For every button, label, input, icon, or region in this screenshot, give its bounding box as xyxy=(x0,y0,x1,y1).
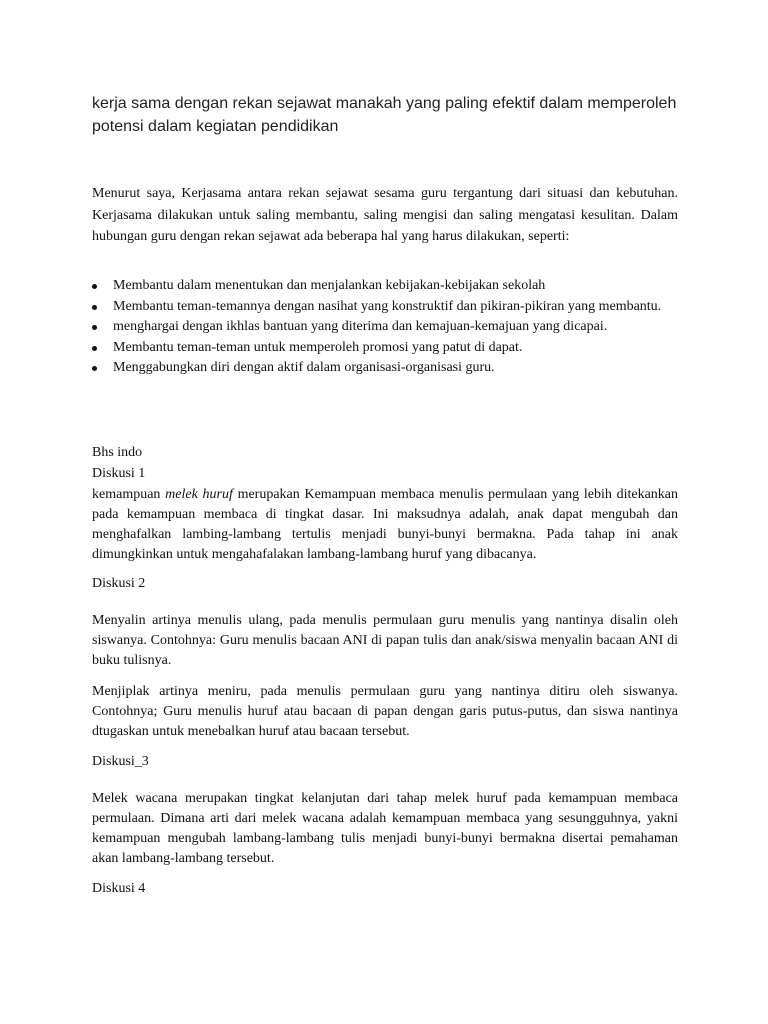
list-item-text: menghargai dengan ikhlas bantuan yang diterima dan kemajuan-kemajuan yang dicapai. xyxy=(113,319,608,334)
diskusi-2-paragraph-1: Menyalin artinya menulis ulang, pada menulis permulaan guru menulis yang nantinya disalin oleh siswanya. Contohnya: Guru menulis bacaan ANI di papan tulis dan anak/siswa menyalin bacaan ANI di buku tulisnya. xyxy=(92,613,678,668)
diskusi-1-emphasis: melek huruf xyxy=(165,487,233,502)
bullet-icon xyxy=(92,284,97,289)
diskusi-1-lead: kemampuan xyxy=(92,487,161,502)
list-item-text: Membantu dalam menentukan dan menjalankan kebijakan-kebijakan sekolah xyxy=(113,278,546,293)
list-item xyxy=(92,317,678,338)
intro-paragraph: Menurut saya, Kerjasama antara rekan sejawat sesama guru tergantung dari situasi dan kebutuhan. Kerjasama dilakukan untuk saling membantu, saling mengisi dan saling mengatasi kesulitan. Dalam hubungan guru dengan rekan sejawat ada beberapa hal yang harus dilakukan, seperti: xyxy=(92,186,678,244)
section-heading-bhs-indo: Bhs indo xyxy=(92,445,143,460)
diskusi-1-paragraph xyxy=(92,485,678,565)
bullet-icon xyxy=(92,346,97,351)
diskusi-1-rest: merupakan Kemampuan membaca menulis permulaan yang lebih ditekankan pada kemampuan membaca di tingkat dasar. Ini maksudnya adalah, anak dapat mengubah dan menghafalkan lambing-lambang tertulis menjadi bunyi-bunyi bermakna. Pada tahap ini anak dimungkinkan untuk mengahafalakan lambang-lambang huruf yang dibacanya. xyxy=(92,487,678,562)
list-item xyxy=(92,297,678,318)
diskusi-3-heading: Diskusi_3 xyxy=(92,754,149,769)
list-item-text: Menggabungkan diri dengan aktif dalam organisasi-organisasi guru. xyxy=(113,360,495,375)
diskusi-3-paragraph: Melek wacana merupakan tingkat kelanjutan dari tahap melek huruf pada kemampuan membaca permulaan. Dimana arti dari melek wacana adalah kemampuan membaca yang sesungguhnya, yakni kemampuan mengubah lambang-lambang tulis menjadi bunyi-bunyi bermakna disertai pemahaman akan lambang-lambang tersebut. xyxy=(92,791,678,866)
list-item-text: Membantu teman-teman untuk memperoleh promosi yang patut di dapat. xyxy=(113,339,523,355)
diskusi-4-heading: Diskusi 4 xyxy=(92,881,146,896)
bullet-list xyxy=(92,276,678,379)
diskusi-1-heading: Diskusi 1 xyxy=(92,466,146,481)
list-item xyxy=(92,338,678,359)
document-title: kerja sama dengan rekan sejawat manakah yang paling efektif dalam memperoleh potensi dalam kegiatan pendidikan xyxy=(92,95,677,135)
bullet-icon xyxy=(92,325,97,330)
diskusi-2-heading: Diskusi 2 xyxy=(92,576,146,591)
diskusi-2-paragraph-2: Menjiplak artinya meniru, pada menulis permulaan guru yang nantinya ditiru oleh siswanya. Contohnya; Guru menulis huruf atau bacaan di papan dengan garis putus-putus, dan siswa nantinya dtugaskan untuk menebalkan huruf atau bacaan tersebut. xyxy=(92,684,678,739)
bullet-icon xyxy=(92,305,97,310)
list-item xyxy=(92,276,678,297)
list-item-text: Membantu teman-temannya dengan nasihat yang konstruktif dan pikiran-pikiran yang membantu. xyxy=(113,298,662,314)
list-item xyxy=(92,358,678,379)
bullet-icon xyxy=(92,366,97,371)
